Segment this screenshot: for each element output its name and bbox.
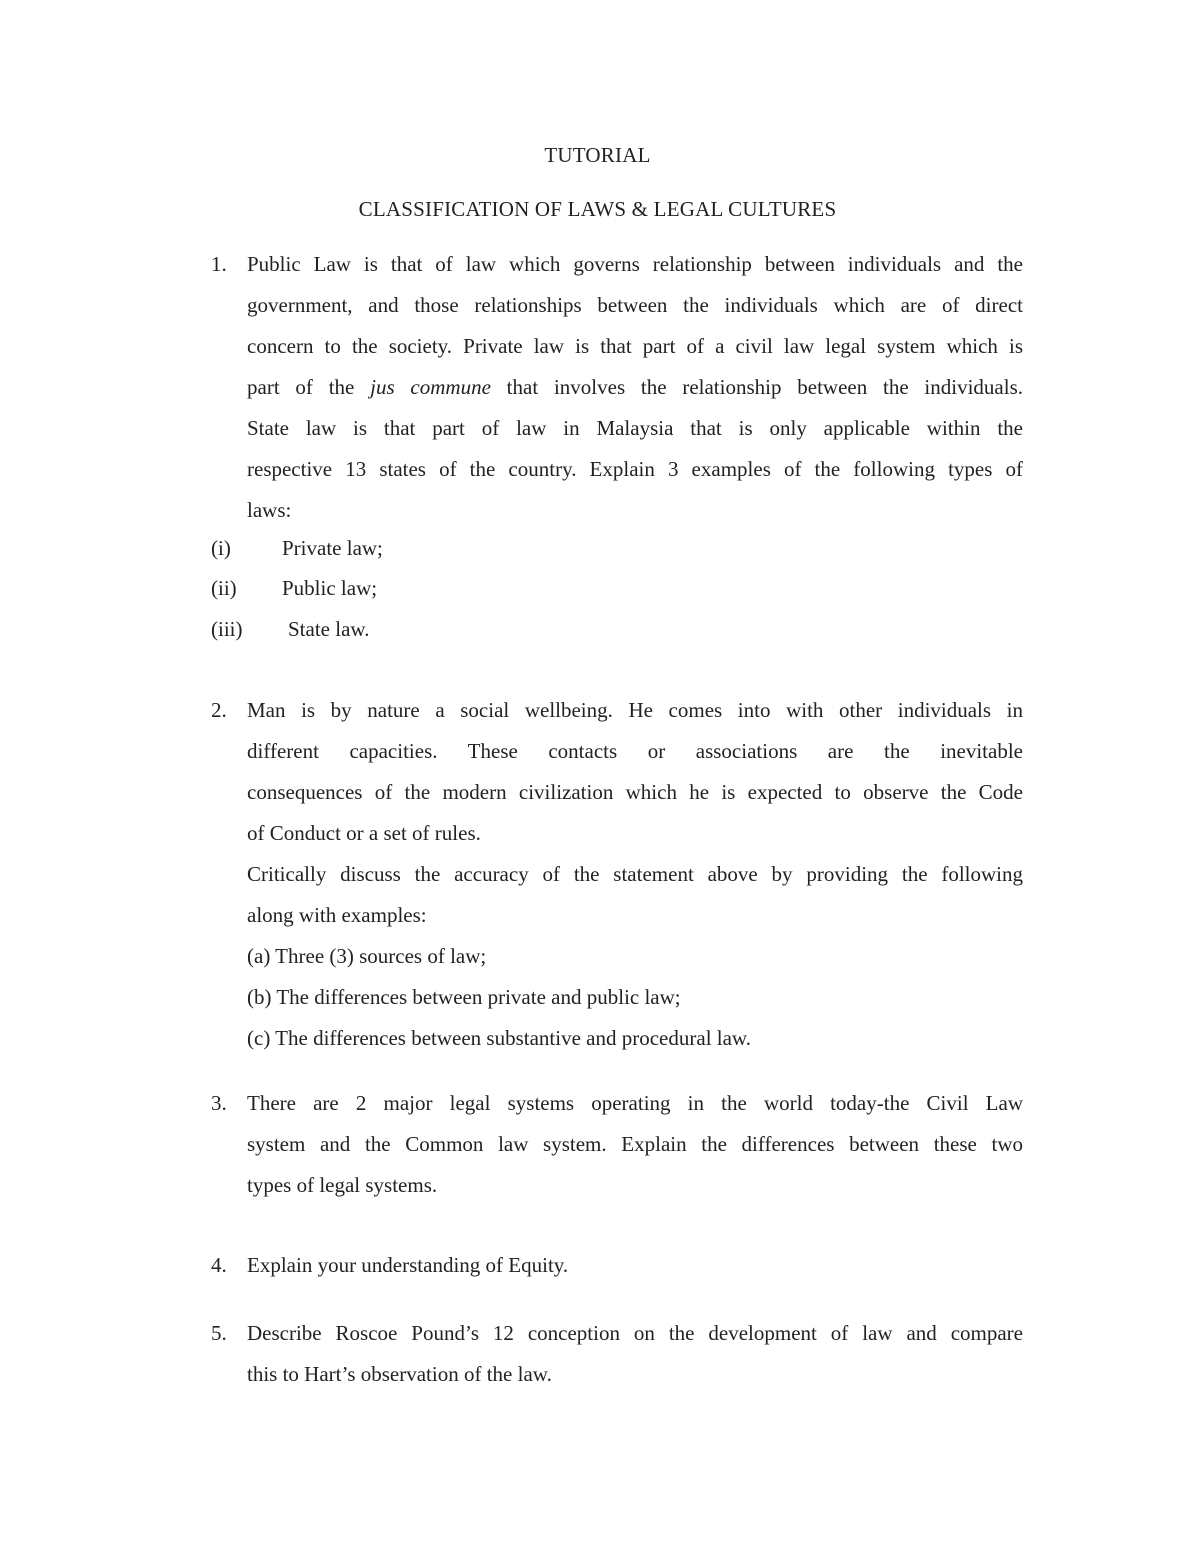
question-line: respective 13 states of the country. Explain 3 examples of the following types of xyxy=(247,457,1023,481)
question-body xyxy=(247,1313,1023,1395)
question-body xyxy=(247,690,1023,1059)
question-body xyxy=(247,244,1023,531)
italic-term: jus commune xyxy=(370,375,491,399)
question-subitem: (b) The differences between private and public law; xyxy=(247,985,681,1009)
question-line: system and the Common law system. Explain the differences between these two xyxy=(247,1132,1023,1156)
document-subtitle: CLASSIFICATION OF LAWS & LEGAL CULTURES xyxy=(358,197,837,221)
question-line: different capacities. These contacts or associations are the inevitable xyxy=(247,739,1023,763)
question-body xyxy=(247,1083,1023,1206)
question-line: Describe Roscoe Pound’s 12 conception on the development of law and compare xyxy=(247,1321,1023,1345)
question-line: Public Law is that of law which governs relationship between individuals and the xyxy=(247,252,1023,276)
question-subitem: (c) The differences between substantive and procedural law. xyxy=(247,1026,751,1050)
line-text: part of the xyxy=(247,375,371,399)
question-line: There are 2 major legal systems operating in the world today-the Civil Law xyxy=(247,1091,1023,1115)
question-line: concern to the society. Private law is that part of a civil law legal system which is xyxy=(247,334,1023,358)
question-line: of Conduct or a set of rules. xyxy=(247,821,481,845)
item-label: (iii) xyxy=(211,617,243,641)
question-number: 4. xyxy=(211,1253,227,1277)
question-line: Man is by nature a social wellbeing. He comes into with other individuals in xyxy=(247,698,1023,722)
question-line: Critically discuss the accuracy of the statement above by providing the following xyxy=(247,862,1023,886)
line-text: that involves the relationship between the individuals. xyxy=(490,375,1024,399)
item-text: State law. xyxy=(288,617,370,641)
item-text: Public law; xyxy=(282,576,378,600)
question-line: consequences of the modern civilization which he is expected to observe the Code xyxy=(247,780,1023,804)
document-title: TUTORIAL xyxy=(544,143,651,167)
question-line xyxy=(247,367,1023,408)
question-number: 1. xyxy=(211,252,227,276)
question-line: this to Hart’s observation of the law. xyxy=(247,1362,552,1386)
item-label: (i) xyxy=(211,536,231,560)
question-line: laws: xyxy=(247,498,292,522)
question-line: State law is that part of law in Malaysia that is only applicable within the xyxy=(247,416,1023,440)
question-subitem: (a) Three (3) sources of law; xyxy=(247,944,487,968)
question-number: 2. xyxy=(211,698,227,722)
question-number: 3. xyxy=(211,1091,227,1115)
question-line: government, and those relationships between the individuals which are of direct xyxy=(247,293,1023,317)
question-body xyxy=(247,1245,1023,1286)
question-line: types of legal systems. xyxy=(247,1173,438,1197)
item-text: Private law; xyxy=(282,536,383,560)
question-line: along with examples: xyxy=(247,903,427,927)
question-line: Explain your understanding of Equity. xyxy=(247,1253,569,1277)
question-number: 5. xyxy=(211,1321,227,1345)
item-label: (ii) xyxy=(211,576,237,600)
